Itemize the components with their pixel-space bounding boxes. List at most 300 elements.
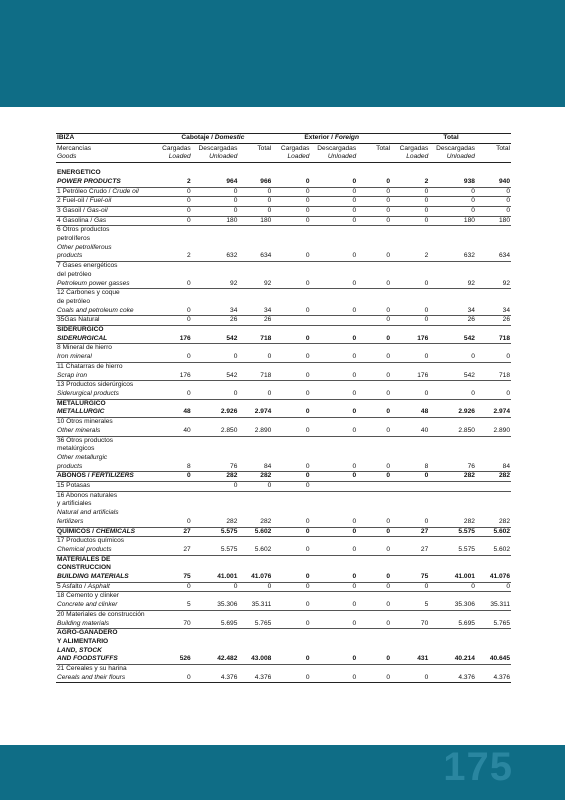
region-label: IBIZA — [56, 134, 154, 144]
value-cell: 0 — [154, 674, 192, 683]
value-cell: 180 — [429, 216, 476, 226]
value-cell: 75 — [391, 573, 429, 582]
value-cell — [476, 482, 511, 492]
category-heading-row — [56, 638, 511, 647]
value-cell: 0 — [357, 674, 391, 683]
value-cell: 0 — [476, 390, 511, 399]
value-cell: 0 — [272, 655, 310, 664]
value-cell: 0 — [272, 674, 310, 683]
table-row — [56, 316, 511, 326]
row-label: SIDERURGICAL — [56, 335, 154, 344]
label-row — [56, 235, 511, 244]
value-cell: 282 — [192, 472, 239, 482]
value-cell: 0 — [310, 655, 357, 664]
value-cell: 27 — [154, 546, 192, 555]
label-row — [56, 436, 511, 445]
value-cell: 5.575 — [192, 527, 239, 537]
value-cell: 0 — [310, 620, 357, 629]
label-row — [56, 491, 511, 500]
value-cell: 0 — [391, 197, 429, 207]
value-cell: 4.376 — [192, 674, 239, 683]
value-cell: 4.376 — [476, 674, 511, 683]
header-row-english — [56, 153, 511, 162]
row-label: Other petroliferous — [57, 243, 112, 251]
goods-spanish-header: Mercancías — [57, 144, 92, 152]
row-label: Chemical products — [56, 546, 154, 555]
row-label: petrolíferos — [57, 235, 90, 243]
value-cell: 41.076 — [238, 573, 272, 582]
value-cell: 2.890 — [238, 427, 272, 436]
value-cell: 0 — [391, 353, 429, 362]
value-cell: 0 — [357, 335, 391, 344]
row-label: 15 Potasas — [56, 482, 154, 492]
value-cell: 5.575 — [429, 546, 476, 555]
loaded-en-header: Loaded — [272, 153, 310, 162]
value-cell: 0 — [429, 197, 476, 207]
value-cell — [429, 482, 476, 492]
category-total-row — [56, 178, 511, 187]
label-row — [56, 362, 511, 371]
value-cell: 2 — [154, 178, 192, 187]
value-cell: 180 — [192, 216, 239, 226]
value-cell: 0 — [238, 390, 272, 399]
loaded-en-header: Loaded — [391, 153, 429, 162]
value-cell: 0 — [272, 335, 310, 344]
unloaded-header: Descargadas — [436, 144, 475, 152]
category-heading: METALÚRGICO — [57, 399, 106, 407]
table-row — [56, 216, 511, 226]
value-cell: 542 — [429, 335, 476, 344]
value-cell: 0 — [272, 280, 310, 289]
value-cell: 0 — [154, 518, 192, 527]
value-cell: 0 — [310, 178, 357, 187]
value-cell: 0 — [272, 390, 310, 399]
value-cell: 2.926 — [192, 408, 239, 417]
value-cell: 0 — [310, 353, 357, 362]
row-label: 13 Productos siderúrgicos — [57, 381, 134, 389]
category-heading: MATERIALES DE — [57, 555, 111, 563]
value-cell: 0 — [357, 620, 391, 629]
category-total-row — [56, 335, 511, 344]
row-label: 20 Materiales de construcción — [57, 610, 145, 618]
value-cell: 0 — [154, 390, 192, 399]
row-label: AND FOODSTUFFS — [56, 655, 154, 664]
page-number: 175 — [443, 745, 513, 789]
value-cell: 632 — [192, 252, 239, 261]
value-cell: 0 — [429, 187, 476, 197]
table-body — [56, 163, 511, 683]
table-row — [56, 482, 511, 492]
value-cell: 0 — [272, 582, 310, 592]
table-row — [56, 620, 511, 629]
table-row — [56, 463, 511, 472]
row-label: Natural and artificials — [57, 509, 119, 517]
table-row — [56, 601, 511, 610]
category-heading: LAND, STOCK — [57, 646, 102, 654]
value-cell: 176 — [154, 372, 192, 381]
value-cell: 0 — [310, 252, 357, 261]
value-cell: 0 — [391, 390, 429, 399]
value-cell: 0 — [391, 280, 429, 289]
value-cell: 0 — [310, 408, 357, 417]
category-total-row — [56, 655, 511, 664]
row-label: Other minerals — [56, 427, 154, 436]
value-cell: 0 — [272, 463, 310, 472]
row-label: 17 Productos químicos — [57, 537, 125, 545]
header-band — [0, 0, 565, 107]
value-cell: 0 — [357, 216, 391, 226]
value-cell: 0 — [154, 187, 192, 197]
value-cell: 282 — [238, 518, 272, 527]
value-cell: 8 — [391, 463, 429, 472]
value-cell: 0 — [391, 216, 429, 226]
value-cell: 282 — [429, 472, 476, 482]
value-cell: 0 — [272, 178, 310, 187]
table-row — [56, 206, 511, 216]
value-cell: 0 — [357, 582, 391, 592]
value-cell: 0 — [391, 187, 429, 197]
value-cell: 0 — [357, 573, 391, 582]
value-cell: 0 — [310, 372, 357, 381]
value-cell: 2.926 — [429, 408, 476, 417]
value-cell: 0 — [310, 390, 357, 399]
row-label: Other metallurgic — [57, 453, 108, 461]
value-cell: 0 — [391, 307, 429, 316]
unloaded-header: Descargadas — [317, 144, 357, 152]
label-row — [56, 665, 511, 674]
value-cell: 0 — [310, 280, 357, 289]
value-cell: 0 — [238, 187, 272, 197]
value-cell: 34 — [476, 307, 511, 316]
value-cell: 5.602 — [238, 527, 272, 537]
value-cell: 84 — [476, 463, 511, 472]
value-cell: 5.695 — [192, 620, 239, 629]
row-label: Siderurgical products — [56, 390, 154, 399]
value-cell: 92 — [238, 280, 272, 289]
value-cell — [357, 482, 391, 492]
value-cell: 48 — [391, 408, 429, 417]
value-cell: 632 — [429, 252, 476, 261]
value-cell: 0 — [310, 582, 357, 592]
value-cell: 542 — [192, 372, 239, 381]
header-row-groups — [56, 134, 511, 144]
label-row — [56, 537, 511, 546]
value-cell: 0 — [238, 206, 272, 216]
value-cell: 0 — [310, 463, 357, 472]
value-cell: 0 — [192, 582, 239, 592]
label-row — [56, 344, 511, 353]
value-cell: 26 — [192, 316, 239, 326]
label-row — [56, 454, 511, 463]
value-cell: 0 — [310, 216, 357, 226]
value-cell: 282 — [429, 518, 476, 527]
table-row — [56, 280, 511, 289]
value-cell: 0 — [310, 546, 357, 555]
loaded-en-header: Loaded — [154, 153, 192, 162]
table-row — [56, 582, 511, 592]
value-cell: 5 — [154, 601, 192, 610]
value-cell: 0 — [154, 197, 192, 207]
total-header: Total — [496, 144, 510, 152]
value-cell: 0 — [357, 353, 391, 362]
row-label: POWER PRODUCTS — [56, 178, 154, 187]
row-label: 36 Otros productos — [57, 436, 114, 444]
value-cell: 0 — [272, 372, 310, 381]
value-cell: 2 — [154, 252, 192, 261]
value-cell: 634 — [476, 252, 511, 261]
value-cell: 34 — [238, 307, 272, 316]
value-cell: 0 — [310, 674, 357, 683]
row-label: Iron mineral — [56, 353, 154, 362]
value-cell: 0 — [476, 187, 511, 197]
value-cell: 0 — [272, 546, 310, 555]
label-row — [56, 381, 511, 390]
row-label: 7 Gases energéticos — [57, 262, 118, 270]
value-cell: 542 — [429, 372, 476, 381]
value-cell: 76 — [192, 463, 239, 472]
value-cell: 35.306 — [192, 601, 239, 610]
value-cell: 0 — [357, 252, 391, 261]
value-cell: 0 — [272, 573, 310, 582]
unloaded-header: Descargadas — [198, 144, 238, 152]
goods-english-header: Goods — [56, 153, 154, 162]
value-cell: 2 — [391, 178, 429, 187]
value-cell: 0 — [272, 187, 310, 197]
unloaded-en-header: Unloaded — [310, 153, 357, 162]
value-cell: 282 — [238, 472, 272, 482]
header-row-spanish — [56, 143, 511, 153]
value-cell: 0 — [154, 280, 192, 289]
label-row — [56, 298, 511, 307]
row-label: BUILDING MATERIALS — [56, 573, 154, 582]
row-label: 1 Petróleo Crudo / Crude oil — [56, 187, 154, 197]
row-label: Cereals and their flours — [56, 674, 154, 683]
label-row — [56, 500, 511, 509]
value-cell: 0 — [429, 582, 476, 592]
value-cell: 0 — [310, 573, 357, 582]
category-heading-row — [56, 647, 511, 656]
row-label: 11 Chatarras de hierro — [57, 362, 123, 370]
category-total-row — [56, 408, 511, 417]
value-cell: 0 — [476, 197, 511, 207]
value-cell: 35.311 — [476, 601, 511, 610]
category-heading-row — [56, 169, 511, 178]
row-label: 12 Carbones y coque — [57, 289, 120, 297]
value-cell: 76 — [429, 463, 476, 472]
value-cell: 0 — [238, 353, 272, 362]
value-cell: 0 — [154, 472, 192, 482]
row-label: METALLURGIC — [56, 408, 154, 417]
value-cell: 0 — [391, 316, 429, 326]
value-cell: 5.695 — [429, 620, 476, 629]
table-row — [56, 546, 511, 555]
unloaded-en-header: Unloaded — [429, 153, 476, 162]
loaded-header: Cargadas — [280, 144, 310, 152]
value-cell: 0 — [272, 601, 310, 610]
value-cell: 4.376 — [429, 674, 476, 683]
value-cell: 42.482 — [192, 655, 239, 664]
value-cell: 0 — [272, 353, 310, 362]
value-cell: 0 — [192, 197, 239, 207]
row-label: y artificiales — [57, 500, 92, 508]
value-cell: 26 — [429, 316, 476, 326]
value-cell: 0 — [238, 582, 272, 592]
value-cell: 2.850 — [429, 427, 476, 436]
table-row — [56, 252, 511, 261]
value-cell: 0 — [357, 280, 391, 289]
value-cell: 0 — [357, 187, 391, 197]
value-cell: 2 — [391, 252, 429, 261]
value-cell: 5.602 — [476, 527, 511, 537]
category-heading-row — [56, 399, 511, 408]
category-total-row — [56, 573, 511, 582]
value-cell: 0 — [272, 408, 310, 417]
value-cell: 0 — [238, 482, 272, 492]
value-cell: 75 — [154, 573, 192, 582]
row-label: Scrap iron — [56, 372, 154, 381]
value-cell: 526 — [154, 655, 192, 664]
value-cell: 176 — [391, 335, 429, 344]
value-cell: 0 — [310, 518, 357, 527]
value-cell: 26 — [238, 316, 272, 326]
row-label: products — [56, 252, 154, 261]
label-row — [56, 610, 511, 619]
category-heading: AGRO-GANADERO — [57, 629, 118, 637]
label-row — [56, 509, 511, 518]
total-header: Total — [257, 144, 272, 152]
value-cell: 5.575 — [192, 546, 239, 555]
value-cell: 34 — [429, 307, 476, 316]
value-cell: 5.765 — [476, 620, 511, 629]
row-label: 2 Fuel-oil / Fuel-oil — [56, 197, 154, 207]
value-cell: 966 — [238, 178, 272, 187]
value-cell: 43.008 — [238, 655, 272, 664]
value-cell: 0 — [391, 674, 429, 683]
value-cell: 0 — [272, 252, 310, 261]
value-cell: 70 — [391, 620, 429, 629]
value-cell: 84 — [238, 463, 272, 472]
value-cell: 5.575 — [429, 527, 476, 537]
value-cell: 0 — [238, 197, 272, 207]
value-cell: 0 — [272, 216, 310, 226]
value-cell: 0 — [357, 472, 391, 482]
value-cell: 0 — [272, 482, 310, 492]
category-heading: Y ALIMENTARIO — [57, 637, 109, 645]
value-cell: 5.602 — [476, 546, 511, 555]
value-cell: 0 — [357, 655, 391, 664]
category-heading: ENERGÉTICO — [57, 169, 101, 177]
value-cell: 0 — [429, 390, 476, 399]
value-cell: 0 — [391, 206, 429, 216]
label-row — [56, 592, 511, 601]
table-row — [56, 390, 511, 399]
value-cell: 0 — [310, 307, 357, 316]
value-cell — [154, 482, 192, 492]
value-cell: 2.890 — [476, 427, 511, 436]
value-cell: 27 — [391, 527, 429, 537]
value-cell: 40 — [154, 427, 192, 436]
value-cell: 938 — [429, 178, 476, 187]
value-cell: 0 — [310, 472, 357, 482]
category-heading: CONSTRUCCIÓN — [57, 564, 111, 572]
value-cell: 40.214 — [429, 655, 476, 664]
value-cell: 0 — [357, 307, 391, 316]
value-cell: 0 — [357, 372, 391, 381]
value-cell: 0 — [391, 472, 429, 482]
value-cell: 0 — [357, 408, 391, 417]
value-cell: 41.076 — [476, 573, 511, 582]
value-cell: 41.001 — [192, 573, 239, 582]
value-cell: 0 — [192, 187, 239, 197]
domestic-group-header: Cabotaje / Domestic — [154, 134, 273, 144]
value-cell: 282 — [476, 518, 511, 527]
row-label: Concrete and clinker — [56, 601, 154, 610]
total-header: Total — [376, 144, 391, 152]
value-cell: 5.602 — [238, 546, 272, 555]
value-cell: 718 — [238, 335, 272, 344]
row-label: metalúrgicos — [57, 445, 95, 453]
value-cell: 176 — [154, 335, 192, 344]
row-label: del petróleo — [57, 270, 92, 278]
table-row — [56, 518, 511, 527]
row-label: QUÍMICOS / CHEMICALS — [56, 527, 154, 537]
row-label: de petróleo — [57, 297, 90, 305]
row-label: 21 Cereales y su harina — [57, 665, 127, 673]
statistics-table — [56, 133, 511, 683]
value-cell: 0 — [357, 316, 391, 326]
row-label: 35Gas Natural — [56, 316, 154, 326]
foreign-group-header: Exterior / Foreign — [272, 134, 391, 144]
value-cell: 0 — [192, 206, 239, 216]
category-heading-row — [56, 629, 511, 638]
value-cell: 0 — [272, 527, 310, 537]
value-cell: 48 — [154, 408, 192, 417]
category-heading-row — [56, 564, 511, 573]
value-cell: 718 — [238, 372, 272, 381]
label-row — [56, 445, 511, 454]
value-cell: 282 — [192, 518, 239, 527]
category-total-row — [56, 527, 511, 537]
value-cell: 0 — [272, 427, 310, 436]
loaded-header: Cargadas — [162, 144, 191, 152]
value-cell: 0 — [192, 482, 239, 492]
value-cell: 718 — [476, 372, 511, 381]
value-cell: 180 — [238, 216, 272, 226]
value-cell: 0 — [476, 582, 511, 592]
value-cell: 964 — [192, 178, 239, 187]
value-cell: 70 — [154, 620, 192, 629]
category-heading-row — [56, 326, 511, 335]
value-cell: 0 — [476, 353, 511, 362]
value-cell: 0 — [272, 620, 310, 629]
value-cell: 0 — [310, 427, 357, 436]
value-cell: 92 — [476, 280, 511, 289]
value-cell: 718 — [476, 335, 511, 344]
value-cell: 180 — [476, 216, 511, 226]
value-cell: 40 — [391, 427, 429, 436]
label-row — [56, 289, 511, 298]
unloaded-en-header: Unloaded — [192, 153, 239, 162]
total-group-header: Total — [391, 134, 511, 144]
value-cell: 0 — [310, 187, 357, 197]
value-cell: 282 — [476, 472, 511, 482]
value-cell: 40.645 — [476, 655, 511, 664]
row-label: 16 Abonos naturales — [57, 491, 118, 499]
loaded-header: Cargadas — [399, 144, 429, 152]
value-cell: 0 — [429, 206, 476, 216]
value-cell — [272, 316, 310, 326]
row-label: Petroleum power gasses — [56, 280, 154, 289]
